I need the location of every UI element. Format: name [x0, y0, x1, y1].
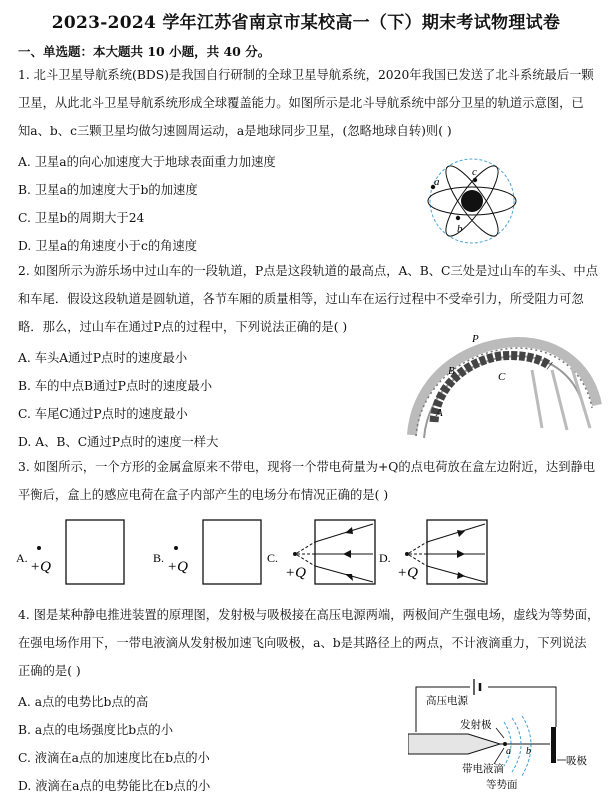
emitter-leader	[496, 728, 504, 738]
q3-choice-b[interactable]	[151, 516, 265, 588]
emitter-electrode	[408, 734, 500, 754]
q4-line-2: 在强电场作用下，一带电液滴从发射极加速飞向吸极，a、b是其路径上的两点，不计液滴重力，下列说法	[18, 636, 587, 650]
metal-box	[66, 520, 124, 584]
q3-choice-d[interactable]	[377, 516, 491, 588]
q2-line-2: 和车尾．假设这段轨道是圆轨道，各节车厢的质量相等，过山车在运行过程中不受牵引力，所受阻力可忽	[18, 292, 584, 306]
dashed-field-lines	[297, 542, 315, 566]
q3-line-1: 3. 如图所示，一个方形的金属盒原来不带电，现将一个带电荷量为+Q的点电荷放在盒左边附近，达到静电	[18, 460, 596, 474]
field-arrows	[457, 530, 465, 579]
charge-label: +Q	[397, 565, 418, 581]
earth	[461, 190, 483, 212]
q4-option-a[interactable]: A. a点的电势比b点的高	[18, 695, 149, 709]
q2-option-d[interactable]: D. A、B、C通过P点时的速度一样大	[18, 435, 219, 449]
label-a: a	[434, 176, 440, 188]
charge-label: +Q	[30, 559, 51, 575]
roller-coaster-figure	[402, 330, 602, 442]
q1-line-2: 卫星，从此北斗卫星导航系统形成全球覆盖能力。如图所示是北斗导航系统中部分卫星的轨道示意图，已	[18, 96, 584, 110]
collector-label: 吸极	[566, 756, 587, 767]
q2-line-3: 略．那么，过山车在通过P点的过程中，下列说法正确的是( )	[18, 320, 348, 334]
q4-option-c[interactable]: C. 液滴在a点的加速度比在b点的小	[18, 751, 210, 765]
q1-option-b[interactable]: B. 卫星a的加速度大于b的加速度	[18, 183, 198, 197]
droplet-label: 带电液滴	[462, 764, 504, 775]
label-P: P	[472, 333, 479, 345]
label-a: a	[506, 746, 511, 757]
q2-option-c[interactable]: C. 车尾C通过P点时的速度最小	[18, 407, 188, 421]
point-charge	[293, 552, 297, 556]
electrostatic-thruster-figure	[408, 672, 608, 789]
q1-option-d[interactable]: D. 卫星a的角速度小于c的角速度	[18, 239, 198, 253]
q2-line-1: 2. 如图所示为游乐场中过山车的一段轨道，P点是这段轨道的最高点，A、B、C三处是过山车的车头、中点	[18, 264, 599, 278]
q3-line-2: 平衡后，盒上的感应电荷在盒子内部产生的电场分布情况正确的是( )	[18, 488, 389, 502]
dashed-field-lines	[409, 542, 427, 566]
q4-option-d[interactable]: D. 液滴在a点的电势能比在b点的小	[18, 779, 211, 793]
q1-line-1: 1. 北斗卫星导航系统(BDS)是我国自行研制的全球卫星导航系统，2020年我国已发送了北斗系统最后一颗	[18, 68, 594, 82]
q3-choice-c-letter: C.	[267, 551, 279, 565]
q2-option-a[interactable]: A. 车头A通过P点时的速度最小	[18, 351, 188, 365]
field-lines	[427, 524, 485, 582]
page-title: 2023-2024 学年江苏省南京市某校高一（下）期末考试物理试卷	[51, 13, 561, 33]
q3-choice-a-letter: A.	[16, 551, 28, 565]
power-label: 高压电源	[426, 696, 468, 707]
emitter-label: 发射极	[460, 720, 492, 731]
q3-choice-b-letter: B.	[153, 551, 165, 565]
point-charge	[174, 546, 178, 550]
label-B: B	[448, 365, 455, 377]
q2-option-b[interactable]: B. 车的中点B通过P点时的速度最小	[18, 379, 213, 393]
point-charge	[37, 546, 41, 550]
charge-label: +Q	[285, 565, 306, 581]
satellite-b	[456, 216, 460, 220]
q3-choice-c[interactable]	[265, 516, 379, 588]
q4-line-1: 4. 图是某种静电推进装置的原理图，发射极与吸极接在高压电源两端，两极间产生强电场，虚线为等势面，	[18, 608, 600, 622]
q4-option-b[interactable]: B. a点的电场强度比b点的小	[18, 723, 174, 737]
satellite-orbits-figure	[420, 152, 530, 244]
q3-choice-a[interactable]	[14, 516, 128, 588]
label-c: c	[472, 166, 477, 178]
droplet-leader	[494, 748, 504, 764]
q1-option-a[interactable]: A. 卫星a的向心加速度大于地球表面重力加速度	[18, 155, 276, 169]
collector-electrode	[551, 727, 556, 763]
q1-line-3: 知a、b、c三颗卫星均做匀速圆周运动，a是地球同步卫星，(忽略地球自转)则( )	[18, 124, 452, 138]
q1-option-c[interactable]: C. 卫星b的周期大于24	[18, 211, 145, 225]
q4-line-3: 正确的是( )	[18, 664, 81, 678]
equipotential-label: 等势面	[486, 780, 518, 789]
field-lines	[315, 524, 373, 582]
satellite-c	[473, 178, 477, 182]
charge-label: +Q	[167, 559, 188, 575]
label-C: C	[498, 371, 506, 383]
section-heading: 一、单选题：本大题共 10 小题，共 40 分。	[18, 44, 271, 59]
label-b: b	[457, 223, 463, 235]
metal-box	[203, 520, 261, 584]
q3-choice-d-letter: D.	[379, 551, 391, 565]
label-A: A	[436, 407, 443, 419]
label-b: b	[526, 746, 531, 757]
point-charge	[405, 552, 409, 556]
